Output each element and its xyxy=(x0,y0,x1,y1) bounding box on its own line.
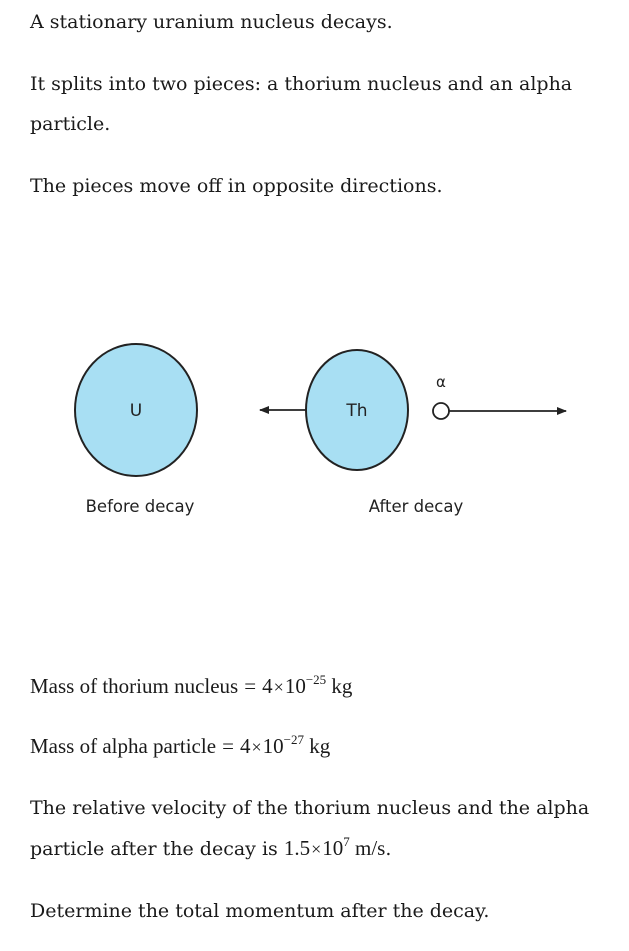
alpha-mass-value: $4\times 10^{-27}$ kg xyxy=(239,732,331,758)
thorium-mass-line: Mass of thorium nucleus = $4\times 10^{-25}$ kg xyxy=(30,672,353,698)
alpha-particle xyxy=(433,403,449,419)
intro-sentence: A stationary uranium nucleus decays. xyxy=(30,11,393,33)
split-sentence-line-2: particle. xyxy=(30,113,111,135)
split-sentence-line-1: It splits into two pieces: a thorium nucleus and an alpha xyxy=(30,73,573,95)
uranium-label: U xyxy=(129,401,143,421)
relative-velocity-line-1: The relative velocity of the thorium nucleus and the alpha xyxy=(30,797,590,819)
thorium-label: Th xyxy=(346,401,368,421)
alpha-mass-line: Mass of alpha particle = $4\times 10^{-27}$ kg xyxy=(30,732,331,758)
thorium-mass-label: Mass of thorium nucleus xyxy=(30,674,239,698)
decay-diagram xyxy=(0,320,629,530)
alpha-mass-label: Mass of alpha particle xyxy=(30,734,217,758)
alpha-label: α xyxy=(436,373,446,391)
directions-sentence: The pieces move off in opposite directions. xyxy=(30,175,443,197)
thorium-mass-value: $4\times 10^{-25}$ kg xyxy=(262,672,353,698)
relative-velocity-value: $1.5\times 10^7$ m/s xyxy=(283,834,386,860)
relative-velocity-sentence: The relative velocity of the thorium nucleus and the alpha particle after the decay is $1.5\times 10^7$ m/s. xyxy=(30,797,590,860)
question-text: Determine the total momentum after the decay. xyxy=(30,900,490,922)
relative-velocity-line-2: particle after the decay is xyxy=(30,838,278,860)
split-sentence xyxy=(30,64,610,144)
after-decay-caption: After decay xyxy=(368,497,464,516)
before-decay-caption: Before decay xyxy=(85,497,195,516)
